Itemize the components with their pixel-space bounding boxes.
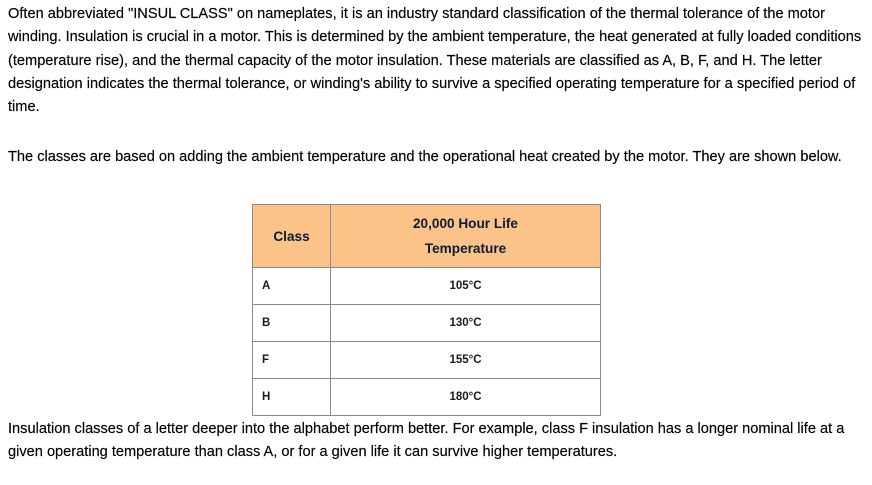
classes-paragraph: The classes are based on adding the ambient temperature and the operational heat created by the motor. They are shown below. (8, 149, 842, 165)
table-row (253, 342, 601, 379)
table-row (253, 268, 601, 305)
header-life-line2: Temperature (424, 241, 507, 256)
table-row (253, 305, 601, 342)
header-class: Class (253, 205, 331, 268)
class-cell: H (253, 379, 331, 416)
insulation-class-table (252, 204, 601, 416)
header-life-line1: 20,000 Hour Life (412, 216, 518, 231)
temperature-cell: 105°C (331, 268, 601, 305)
temperature-cell: 180°C (331, 379, 601, 416)
class-cell: A (253, 268, 331, 305)
temperature-cell: 130°C (331, 305, 601, 342)
class-cell: B (253, 305, 331, 342)
table-header-row (253, 205, 601, 268)
header-life-temperature (331, 205, 601, 268)
class-cell: F (253, 342, 331, 379)
intro-paragraph: Often abbreviated "INSUL CLASS" on nameplates, it is an industry standard classification of the thermal tolerance of the motor winding. Insulation is crucial in a motor. This is determined by the ambient temperature, the heat generated at fully loaded conditions (temperature rise), and the thermal capacity of the motor insulation. These materials are classified as A, B, F, and H. The letter designation indicates the thermal tolerance, or winding's ability to survive a specified operating temperature for a specified period of time. (8, 6, 862, 116)
temperature-cell: 155°C (331, 342, 601, 379)
table-row (253, 379, 601, 416)
closing-paragraph: Insulation classes of a letter deeper into the alphabet perform better. For example, class F insulation has a longer nominal life at a given operating temperature than class A, or for a given life it can survive higher temperatures. (8, 421, 845, 461)
